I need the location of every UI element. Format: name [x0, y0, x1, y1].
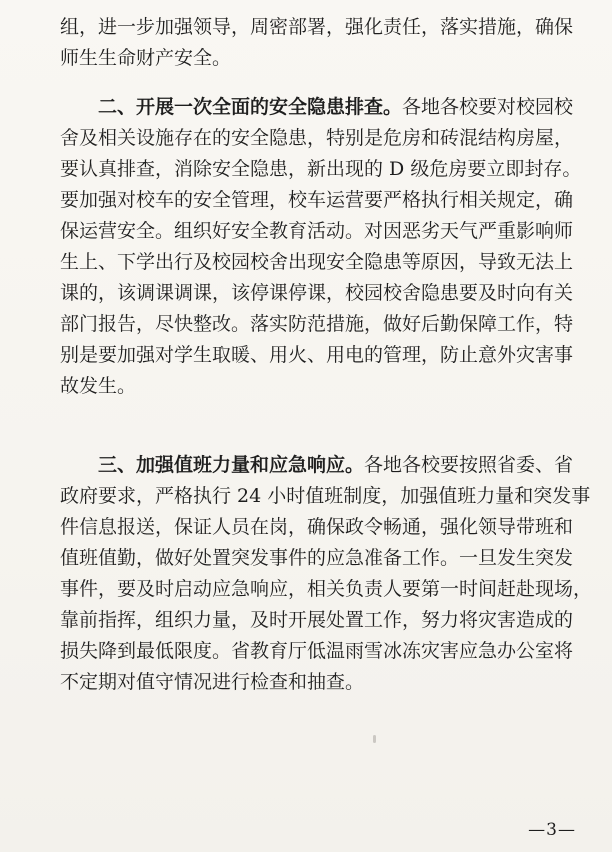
section-heading: 三、加强值班力量和应急响应。	[98, 454, 365, 476]
text-line: 事件，要及时启动应急响应，相关负责人要第一时间赶赴现场，	[60, 578, 593, 600]
text-fragment: 各地各校要对校园校	[402, 96, 574, 118]
text-line: 师生生命财产安全。	[60, 47, 232, 69]
text-line: 靠前指挥，组织力量，及时开展处置工作，努力将灾害造成的	[60, 609, 574, 631]
text-line: 生上、下学出行及校园校舍出现安全隐患等原因，导致无法上	[60, 251, 574, 273]
scan-speck	[373, 735, 376, 743]
paragraph-intro-continuation	[60, 12, 574, 74]
text-line: 保运营安全。组织好安全教育活动。对因恶劣天气严重影响师	[60, 220, 574, 242]
text-fragment: 各地各校要按照省委、省	[364, 454, 574, 476]
text-line: 要加强对校车的安全管理，校车运营要严格执行相关规定，确	[60, 189, 574, 211]
text-line: 不定期对值守情况进行检查和抽查。	[60, 671, 365, 693]
text-line: 故发生。	[60, 375, 137, 397]
text-line: 部门报告，尽快整改。落实防范措施，做好后勤保障工作，特	[60, 313, 574, 335]
text-line: 要认真排查，消除安全隐患，新出现的 D 级危房要立即封存。	[60, 158, 582, 180]
page-number: —3—	[528, 820, 576, 840]
text-line	[60, 92, 574, 123]
text-line	[60, 450, 574, 481]
text-line: 值班值勤，做好处置突发事件的应急准备工作。一旦发生突发	[60, 547, 574, 569]
section-heading: 二、开展一次全面的安全隐患排查。	[98, 96, 403, 118]
paragraph-safety-inspection	[60, 92, 582, 402]
text-line: 别是要加强对学生取暖、用火、用电的管理，防止意外灾害事	[60, 344, 574, 366]
text-line: 件信息报送，保证人员在岗，确保政令畅通，强化领导带班和	[60, 516, 574, 538]
paragraph-duty-emergency	[60, 450, 593, 698]
text-line: 组，进一步加强领导，周密部署，强化责任，落实措施，确保	[60, 16, 574, 38]
text-line: 政府要求，严格执行 24 小时值班制度，加强值班力量和突发事	[60, 485, 591, 507]
text-line: 损失降到最低限度。省教育厅低温雨雪冰冻灾害应急办公室将	[60, 640, 574, 662]
text-line: 课的，该调课调课，该停课停课，校园校舍隐患要及时向有关	[60, 282, 574, 304]
text-line: 舍及相关设施存在的安全隐患，特别是危房和砖混结构房屋，	[60, 127, 574, 149]
